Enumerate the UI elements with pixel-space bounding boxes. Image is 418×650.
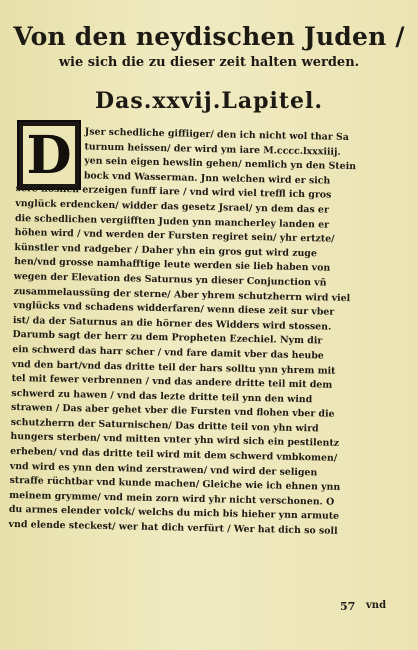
catchword: vnd — [366, 600, 387, 611]
text-line: meinem grymme/ vnd mein zorn wird yhr nicht verschonen. O — [9, 489, 335, 508]
text-line: vnd elende steckest/ wer hat dich verfürt / Wer hat dich so soll — [8, 518, 338, 537]
text-line: Darumb sagt der herr zu dem Propheten Ezechiel. Nym dir — [12, 329, 323, 347]
text-line: yen sein eigen hewslin gehen/ nemlich yn den Stein — [84, 155, 357, 173]
text-line: wegen der Elevation des Saturnus yn dieser Conjunction vñ — [13, 270, 327, 289]
text-line: du armes elender volck/ welchs du mich bis hieher ynn armute — [8, 504, 340, 523]
text-line: ist/ da der Saturnus an die hörner des Widders wird stossen. — [12, 314, 332, 333]
text-line: vnd den bart/vnd das dritte teil der hars solltu ynn yhrem mit — [11, 358, 336, 377]
text-line: schwerd zu hawen / vnd das lezte dritte teil ynn den wind — [11, 387, 313, 405]
text-line: ein schwerd das harr scher / vnd fare damit vber das heube — [12, 343, 324, 362]
body-text — [8, 124, 398, 541]
text-line: sere höslich erzeigen funff iare / vnd wird viel treffl ich gros — [15, 183, 332, 201]
page-title: Von den neydischen Juden / — [13, 22, 405, 51]
text-line: straffe rüchtbar vnd kunde machen/ Gleiche wie ich ehnen ynn — [9, 475, 341, 494]
text-line: erheben/ vnd das dritte teil wird mit dem schwerd vmbkomen/ — [10, 445, 338, 464]
chapter-heading: Das.xxvij.Lapitel. — [94, 88, 323, 114]
page-number: 57 — [340, 600, 356, 613]
text-line: tel mit fewer verbrennen / vnd das andere dritte teil mit dem — [11, 373, 333, 391]
text-line: vnd wird es ynn den wind zerstrawen/ vnd wird der seligen — [9, 460, 318, 479]
text-line: höhen wird / vnd werden der Fursten regiret sein/ yhr ertzte/ — [14, 227, 335, 245]
text-line: bock vnd Wasserman. Jnn welchen wird er sich — [83, 170, 331, 187]
text-line: vnglücks vnd schadens widderfaren/ wenn diese zeit sur vber — [13, 300, 335, 318]
text-line: schutzherrn der Saturnischen/ Das dritte teil von yhn wird — [10, 416, 319, 435]
page-subtitle: wie sich die zu dieser zeit halten werden. — [58, 55, 360, 70]
text-line: Jser schedliche giffiiger/ den ich nicht wol thar Sa — [84, 126, 349, 143]
text-line: hungers sterben/ vnd mitten vnter yhn wird sich ein pestilentz — [10, 431, 340, 450]
text-line: künstler vnd radgeber / Daher yhn ein gros gut wird zuge — [14, 241, 317, 260]
initial-letter: D — [23, 126, 75, 184]
text-line: hen/vnd grosse namhafftige leute werden sie lieb haben von — [13, 256, 331, 274]
text-line: vnglück erdencken/ widder das gesetz Jsrael/ yn dem das er — [15, 197, 329, 216]
text-line: die schedlichen vergiifften Juden ynn mancherley landen er — [14, 212, 330, 231]
text-line: zusammelaussüng der sterne/ Aber yhrem schutzherrn wird viel — [13, 285, 351, 304]
text-line: strawen / Das aber gehet vber die Fursten vnd flohen vber die — [10, 402, 335, 420]
text-line: turnum heissen/ der wird ym iare M.cccc.lxxxiiij. — [84, 141, 341, 158]
